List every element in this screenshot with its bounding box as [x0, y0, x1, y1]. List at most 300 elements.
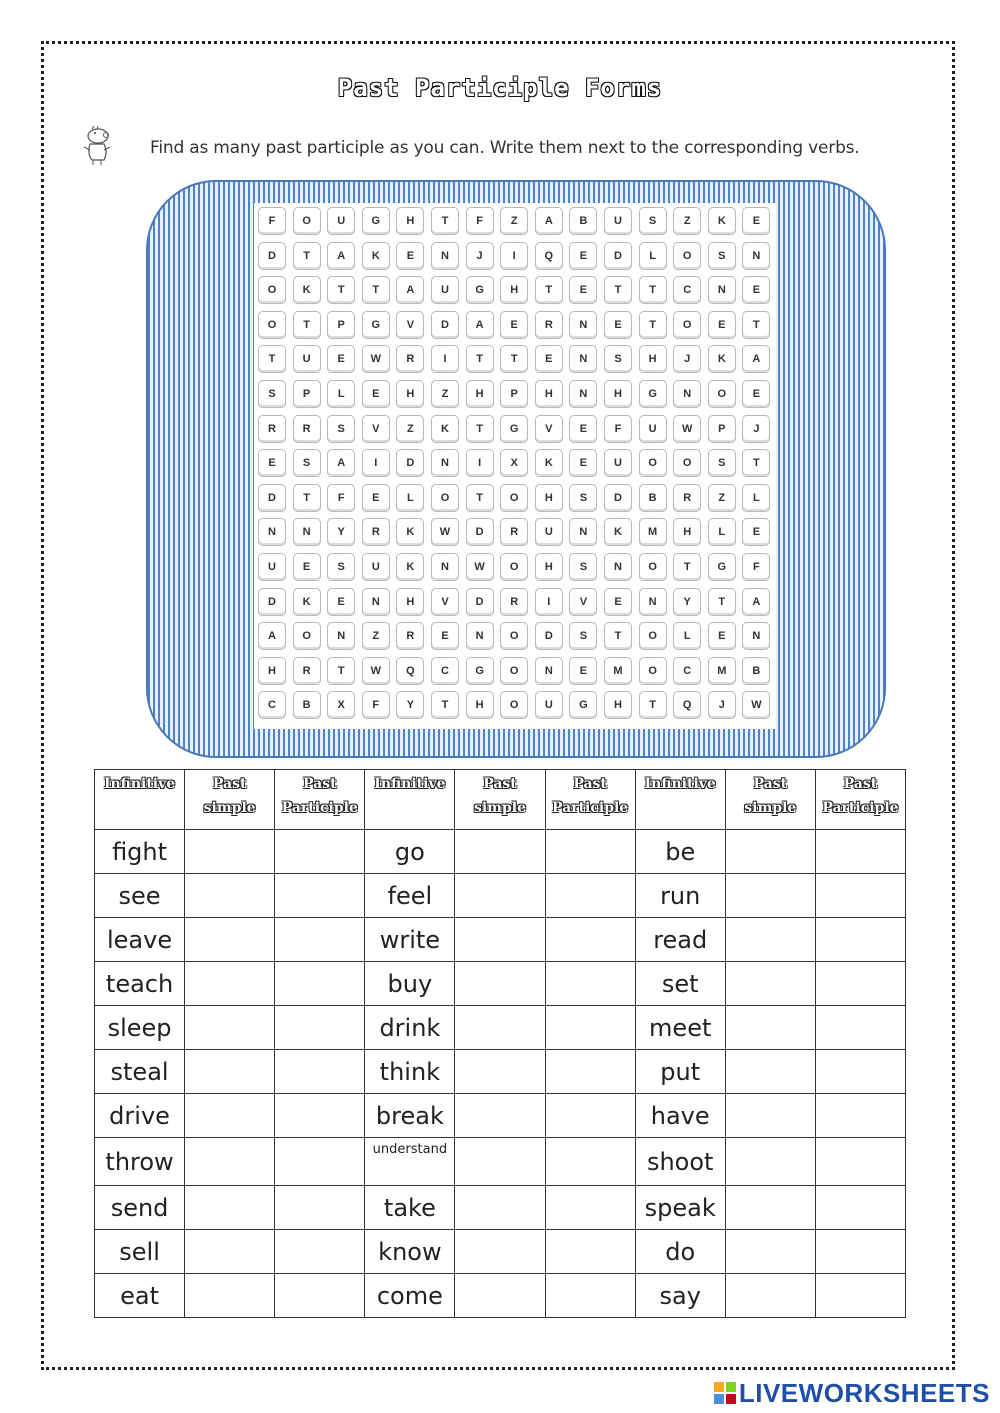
grid-cell[interactable]: H [535, 380, 563, 408]
grid-cell[interactable]: T [708, 588, 736, 616]
grid-cell[interactable]: N [569, 345, 597, 373]
past-simple-answer-cell[interactable] [185, 962, 275, 1006]
grid-cell[interactable]: J [466, 242, 494, 270]
grid-cell[interactable]: Y [327, 518, 355, 546]
grid-cell[interactable]: R [535, 311, 563, 339]
grid-cell[interactable]: M [604, 657, 632, 685]
infinitive-cell: leave [95, 918, 185, 962]
grid-cell[interactable]: E [742, 207, 770, 235]
grid-cell[interactable]: C [431, 657, 459, 685]
grid-cell[interactable]: E [569, 276, 597, 304]
past-simple-answer-cell[interactable] [455, 874, 545, 918]
grid-cell[interactable]: T [742, 449, 770, 477]
grid-cell[interactable]: S [293, 449, 321, 477]
grid-cell[interactable]: V [569, 588, 597, 616]
grid-cell[interactable]: H [396, 207, 424, 235]
grid-cell[interactable]: E [362, 380, 390, 408]
grid-cell[interactable]: P [708, 415, 736, 443]
grid-cell[interactable]: R [500, 588, 528, 616]
grid-cell[interactable]: G [500, 415, 528, 443]
past-participle-answer-cell[interactable] [815, 1050, 905, 1094]
past-participle-answer-cell[interactable] [545, 1006, 635, 1050]
grid-cell[interactable]: V [535, 415, 563, 443]
grid-cell[interactable]: I [362, 449, 390, 477]
past-simple-answer-cell[interactable] [185, 830, 275, 874]
grid-cell[interactable]: P [500, 380, 528, 408]
past-simple-answer-cell[interactable] [725, 918, 815, 962]
word-search-panel [254, 203, 776, 729]
grid-cell[interactable]: E [742, 518, 770, 546]
grid-cell[interactable]: H [258, 657, 286, 685]
past-participle-answer-cell[interactable] [545, 1230, 635, 1274]
grid-cell[interactable]: J [673, 345, 701, 373]
grid-cell[interactable]: O [639, 449, 667, 477]
grid-cell[interactable]: T [258, 345, 286, 373]
grid-cell[interactable]: K [708, 345, 736, 373]
grid-cell[interactable]: H [396, 588, 424, 616]
past-participle-answer-cell[interactable] [275, 830, 365, 874]
grid-cell[interactable]: B [293, 691, 321, 719]
past-participle-answer-cell[interactable] [275, 874, 365, 918]
past-participle-answer-cell[interactable] [275, 1006, 365, 1050]
grid-cell[interactable]: H [604, 691, 632, 719]
grid-cell[interactable]: L [327, 380, 355, 408]
grid-cell[interactable]: O [293, 622, 321, 650]
grid-cell[interactable]: C [258, 691, 286, 719]
grid-cell[interactable]: S [708, 449, 736, 477]
grid-cell[interactable]: D [396, 449, 424, 477]
past-simple-answer-cell[interactable] [185, 1094, 275, 1138]
grid-cell[interactable]: S [327, 553, 355, 581]
past-participle-answer-cell[interactable] [545, 1274, 635, 1318]
grid-cell[interactable]: S [569, 622, 597, 650]
grid-cell[interactable]: K [708, 207, 736, 235]
grid-cell[interactable]: B [742, 657, 770, 685]
grid-cell[interactable]: N [569, 518, 597, 546]
grid-cell[interactable]: E [742, 380, 770, 408]
grid-cell[interactable]: O [673, 242, 701, 270]
grid-cell[interactable]: T [431, 691, 459, 719]
past-participle-answer-cell[interactable] [275, 1094, 365, 1138]
grid-cell[interactable]: G [466, 657, 494, 685]
past-participle-answer-cell[interactable] [815, 962, 905, 1006]
grid-cell[interactable]: X [500, 449, 528, 477]
grid-cell[interactable]: N [535, 657, 563, 685]
past-simple-answer-cell[interactable] [725, 962, 815, 1006]
past-participle-answer-cell[interactable] [545, 962, 635, 1006]
grid-cell[interactable]: C [673, 276, 701, 304]
grid-cell[interactable]: I [466, 449, 494, 477]
grid-cell[interactable]: O [673, 449, 701, 477]
grid-cell[interactable]: N [327, 622, 355, 650]
past-participle-answer-cell[interactable] [815, 918, 905, 962]
grid-cell[interactable]: O [258, 276, 286, 304]
grid-cell[interactable]: T [327, 276, 355, 304]
grid-cell[interactable]: T [466, 415, 494, 443]
grid-cell[interactable]: S [604, 345, 632, 373]
grid-cell[interactable]: H [673, 518, 701, 546]
grid-cell[interactable]: V [362, 415, 390, 443]
past-participle-answer-cell[interactable] [275, 1274, 365, 1318]
grid-cell[interactable]: T [500, 345, 528, 373]
grid-cell[interactable]: S [327, 415, 355, 443]
grid-cell[interactable]: O [639, 657, 667, 685]
past-simple-answer-cell[interactable] [455, 1230, 545, 1274]
grid-cell[interactable]: N [569, 380, 597, 408]
grid-cell[interactable]: W [362, 657, 390, 685]
grid-cell[interactable]: R [673, 484, 701, 512]
grid-cell[interactable]: I [535, 588, 563, 616]
header-past-simple-1: Past simple [185, 770, 275, 830]
infinitive-cell: break [365, 1094, 455, 1138]
grid-cell[interactable]: H [396, 380, 424, 408]
grid-cell[interactable]: E [535, 345, 563, 373]
grid-cell[interactable]: N [742, 622, 770, 650]
grid-cell[interactable]: O [500, 622, 528, 650]
past-participle-answer-cell[interactable] [545, 918, 635, 962]
past-simple-answer-cell[interactable] [185, 1186, 275, 1230]
past-simple-answer-cell[interactable] [455, 1094, 545, 1138]
grid-cell[interactable]: D [466, 518, 494, 546]
grid-cell[interactable]: U [258, 553, 286, 581]
grid-cell[interactable]: D [258, 484, 286, 512]
past-participle-answer-cell[interactable] [545, 1138, 635, 1186]
grid-cell[interactable]: O [673, 311, 701, 339]
grid-cell[interactable]: R [396, 345, 424, 373]
grid-cell[interactable]: D [604, 242, 632, 270]
past-participle-answer-cell[interactable] [275, 1138, 365, 1186]
past-participle-answer-cell[interactable] [275, 1186, 365, 1230]
past-simple-answer-cell[interactable] [455, 918, 545, 962]
grid-cell[interactable]: A [396, 276, 424, 304]
grid-cell[interactable]: F [362, 691, 390, 719]
grid-cell[interactable]: X [327, 691, 355, 719]
grid-cell[interactable]: A [742, 345, 770, 373]
grid-cell[interactable]: T [639, 311, 667, 339]
grid-cell[interactable]: E [604, 588, 632, 616]
grid-cell[interactable]: E [604, 311, 632, 339]
grid-cell[interactable]: U [327, 207, 355, 235]
past-participle-answer-cell[interactable] [815, 874, 905, 918]
grid-cell[interactable]: K [431, 415, 459, 443]
past-participle-answer-cell[interactable] [275, 1230, 365, 1274]
grid-cell[interactable]: D [431, 311, 459, 339]
past-participle-answer-cell[interactable] [815, 1094, 905, 1138]
grid-cell[interactable]: L [673, 622, 701, 650]
grid-cell[interactable]: L [396, 484, 424, 512]
grid-cell[interactable]: N [362, 588, 390, 616]
grid-cell[interactable]: G [569, 691, 597, 719]
grid-cell[interactable]: D [466, 588, 494, 616]
past-participle-answer-cell[interactable] [545, 1094, 635, 1138]
grid-cell[interactable]: H [500, 276, 528, 304]
grid-cell[interactable]: S [569, 484, 597, 512]
grid-cell[interactable]: U [604, 207, 632, 235]
grid-cell[interactable]: T [639, 691, 667, 719]
grid-cell[interactable]: K [604, 518, 632, 546]
past-simple-answer-cell[interactable] [455, 1274, 545, 1318]
grid-cell[interactable]: K [293, 588, 321, 616]
past-participle-answer-cell[interactable] [815, 1006, 905, 1050]
grid-cell[interactable]: H [639, 345, 667, 373]
grid-cell[interactable]: Y [673, 588, 701, 616]
past-participle-answer-cell[interactable] [815, 1138, 905, 1186]
grid-cell[interactable]: L [742, 484, 770, 512]
grid-cell[interactable]: H [535, 484, 563, 512]
grid-cell[interactable]: U [431, 276, 459, 304]
grid-cell[interactable]: O [431, 484, 459, 512]
header-past-simple-2: Past simple [455, 770, 545, 830]
grid-cell[interactable]: E [708, 311, 736, 339]
grid-cell[interactable]: H [535, 553, 563, 581]
past-simple-answer-cell[interactable] [185, 1274, 275, 1318]
grid-cell[interactable]: N [293, 518, 321, 546]
infinitive-cell: set [635, 962, 725, 1006]
past-participle-answer-cell[interactable] [545, 1050, 635, 1094]
grid-cell[interactable]: R [500, 518, 528, 546]
grid-cell[interactable]: E [293, 553, 321, 581]
grid-cell[interactable]: N [604, 553, 632, 581]
grid-cell[interactable]: T [293, 311, 321, 339]
grid-cell[interactable]: N [258, 518, 286, 546]
grid-cell[interactable]: I [431, 345, 459, 373]
past-simple-answer-cell[interactable] [185, 874, 275, 918]
grid-cell[interactable]: T [673, 553, 701, 581]
grid-cell[interactable]: K [396, 518, 424, 546]
grid-cell[interactable]: G [362, 311, 390, 339]
grid-cell[interactable]: Z [396, 415, 424, 443]
grid-cell[interactable]: Z [431, 380, 459, 408]
grid-cell[interactable]: C [673, 657, 701, 685]
past-participle-answer-cell[interactable] [275, 918, 365, 962]
grid-cell[interactable]: B [569, 207, 597, 235]
past-simple-answer-cell[interactable] [185, 1138, 275, 1186]
grid-cell[interactable]: Q [396, 657, 424, 685]
grid-cell[interactable]: J [742, 415, 770, 443]
grid-cell[interactable]: Z [673, 207, 701, 235]
grid-cell[interactable]: A [742, 588, 770, 616]
grid-cell[interactable]: T [293, 242, 321, 270]
grid-cell[interactable]: B [639, 484, 667, 512]
grid-cell[interactable]: O [500, 484, 528, 512]
grid-cell[interactable]: A [535, 207, 563, 235]
grid-cell[interactable]: N [431, 553, 459, 581]
grid-cell[interactable]: T [466, 484, 494, 512]
grid-cell[interactable]: N [708, 276, 736, 304]
grid-cell[interactable]: E [569, 657, 597, 685]
grid-cell[interactable]: O [293, 207, 321, 235]
past-simple-answer-cell[interactable] [725, 1006, 815, 1050]
grid-cell[interactable]: F [742, 553, 770, 581]
grid-cell[interactable]: U [293, 345, 321, 373]
grid-cell[interactable]: R [293, 415, 321, 443]
grid-cell[interactable]: Z [500, 207, 528, 235]
grid-cell[interactable]: L [708, 518, 736, 546]
past-simple-answer-cell[interactable] [725, 1094, 815, 1138]
grid-cell[interactable]: M [639, 518, 667, 546]
past-simple-answer-cell[interactable] [455, 1138, 545, 1186]
grid-cell[interactable]: H [466, 380, 494, 408]
grid-cell[interactable]: D [535, 622, 563, 650]
grid-cell[interactable]: A [327, 449, 355, 477]
grid-cell[interactable]: F [258, 207, 286, 235]
grid-cell[interactable]: S [708, 242, 736, 270]
grid-cell[interactable]: W [742, 691, 770, 719]
grid-cell[interactable]: T [604, 622, 632, 650]
grid-cell[interactable]: T [431, 207, 459, 235]
past-simple-answer-cell[interactable] [455, 1006, 545, 1050]
grid-cell[interactable]: E [708, 622, 736, 650]
grid-cell[interactable]: S [569, 553, 597, 581]
grid-cell[interactable]: O [258, 311, 286, 339]
past-simple-answer-cell[interactable] [185, 1006, 275, 1050]
grid-cell[interactable]: V [431, 588, 459, 616]
grid-cell[interactable]: K [293, 276, 321, 304]
grid-cell[interactable]: T [742, 311, 770, 339]
grid-cell[interactable]: K [362, 242, 390, 270]
grid-cell[interactable]: W [673, 415, 701, 443]
grid-cell[interactable]: G [639, 380, 667, 408]
grid-cell[interactable]: V [396, 311, 424, 339]
past-simple-answer-cell[interactable] [455, 1186, 545, 1230]
grid-cell[interactable]: O [500, 657, 528, 685]
grid-cell[interactable]: D [258, 588, 286, 616]
past-simple-answer-cell[interactable] [725, 874, 815, 918]
grid-cell[interactable]: U [535, 518, 563, 546]
grid-cell[interactable]: G [362, 207, 390, 235]
grid-cell[interactable]: N [742, 242, 770, 270]
grid-cell[interactable]: P [327, 311, 355, 339]
grid-cell[interactable]: A [258, 622, 286, 650]
past-simple-answer-cell[interactable] [725, 1138, 815, 1186]
grid-cell[interactable]: E [500, 311, 528, 339]
table-row [95, 1006, 906, 1050]
grid-cell[interactable]: W [362, 345, 390, 373]
grid-cell[interactable]: W [466, 553, 494, 581]
grid-cell[interactable]: R [396, 622, 424, 650]
past-participle-answer-cell[interactable] [815, 1274, 905, 1318]
table-row [95, 918, 906, 962]
grid-cell[interactable]: W [431, 518, 459, 546]
grid-cell[interactable]: E [742, 276, 770, 304]
grid-cell[interactable]: E [569, 415, 597, 443]
grid-cell[interactable]: N [639, 588, 667, 616]
past-participle-answer-cell[interactable] [275, 962, 365, 1006]
grid-cell[interactable]: E [396, 242, 424, 270]
grid-cell[interactable]: N [431, 242, 459, 270]
grid-cell[interactable]: R [362, 518, 390, 546]
grid-cell[interactable]: E [327, 588, 355, 616]
grid-cell[interactable]: O [639, 622, 667, 650]
grid-cell[interactable]: R [293, 657, 321, 685]
grid-cell[interactable]: F [466, 207, 494, 235]
grid-cell[interactable]: U [639, 415, 667, 443]
grid-cell[interactable]: O [500, 553, 528, 581]
past-simple-answer-cell[interactable] [455, 830, 545, 874]
grid-cell[interactable]: E [327, 345, 355, 373]
grid-cell[interactable]: N [466, 622, 494, 650]
past-participle-answer-cell[interactable] [815, 1230, 905, 1274]
grid-cell[interactable]: O [708, 380, 736, 408]
past-participle-answer-cell[interactable] [545, 874, 635, 918]
grid-cell[interactable]: Y [396, 691, 424, 719]
grid-cell[interactable]: S [258, 380, 286, 408]
past-participle-answer-cell[interactable] [815, 1186, 905, 1230]
grid-cell[interactable]: H [466, 691, 494, 719]
grid-cell[interactable]: E [569, 242, 597, 270]
infinitive-cell: put [635, 1050, 725, 1094]
grid-cell[interactable]: E [569, 449, 597, 477]
grid-cell[interactable]: E [258, 449, 286, 477]
grid-cell[interactable]: O [639, 553, 667, 581]
grid-cell[interactable]: U [535, 691, 563, 719]
past-simple-answer-cell[interactable] [725, 830, 815, 874]
grid-cell[interactable]: S [639, 207, 667, 235]
grid-cell[interactable]: T [604, 276, 632, 304]
grid-cell[interactable]: G [466, 276, 494, 304]
grid-cell[interactable]: E [362, 484, 390, 512]
grid-cell[interactable]: J [708, 691, 736, 719]
past-simple-answer-cell[interactable] [185, 1230, 275, 1274]
grid-cell[interactable]: T [293, 484, 321, 512]
grid-cell[interactable]: A [466, 311, 494, 339]
past-participle-answer-cell[interactable] [545, 1186, 635, 1230]
past-simple-answer-cell[interactable] [725, 1050, 815, 1094]
past-participle-answer-cell[interactable] [545, 830, 635, 874]
grid-cell[interactable]: H [604, 380, 632, 408]
grid-cell[interactable]: N [673, 380, 701, 408]
grid-cell[interactable]: T [327, 657, 355, 685]
grid-cell[interactable]: F [604, 415, 632, 443]
grid-cell[interactable]: M [708, 657, 736, 685]
grid-cell[interactable]: P [293, 380, 321, 408]
grid-cell[interactable]: N [569, 311, 597, 339]
grid-cell[interactable]: R [258, 415, 286, 443]
grid-cell[interactable]: T [466, 345, 494, 373]
past-simple-answer-cell[interactable] [455, 962, 545, 1006]
past-simple-answer-cell[interactable] [725, 1274, 815, 1318]
grid-cell[interactable]: D [604, 484, 632, 512]
grid-cell[interactable]: L [639, 242, 667, 270]
grid-cell[interactable]: D [258, 242, 286, 270]
past-simple-answer-cell[interactable] [185, 918, 275, 962]
past-simple-answer-cell[interactable] [185, 1050, 275, 1094]
grid-cell[interactable]: T [362, 276, 390, 304]
grid-cell[interactable]: Q [673, 691, 701, 719]
grid-cell[interactable]: K [396, 553, 424, 581]
grid-cell[interactable]: Z [362, 622, 390, 650]
past-simple-answer-cell[interactable] [725, 1230, 815, 1274]
grid-cell[interactable]: T [535, 276, 563, 304]
past-participle-answer-cell[interactable] [815, 830, 905, 874]
grid-cell[interactable]: T [639, 276, 667, 304]
grid-cell[interactable]: O [500, 691, 528, 719]
past-participle-answer-cell[interactable] [275, 1050, 365, 1094]
grid-cell[interactable]: I [500, 242, 528, 270]
grid-cell[interactable]: Q [535, 242, 563, 270]
grid-cell[interactable]: G [708, 553, 736, 581]
grid-cell[interactable]: N [431, 449, 459, 477]
past-simple-answer-cell[interactable] [725, 1186, 815, 1230]
grid-cell[interactable]: A [327, 242, 355, 270]
grid-cell[interactable]: K [535, 449, 563, 477]
grid-cell[interactable]: Z [708, 484, 736, 512]
past-simple-answer-cell[interactable] [455, 1050, 545, 1094]
grid-cell[interactable]: U [604, 449, 632, 477]
grid-cell[interactable]: E [431, 622, 459, 650]
grid-cell[interactable]: F [327, 484, 355, 512]
grid-cell[interactable]: U [362, 553, 390, 581]
